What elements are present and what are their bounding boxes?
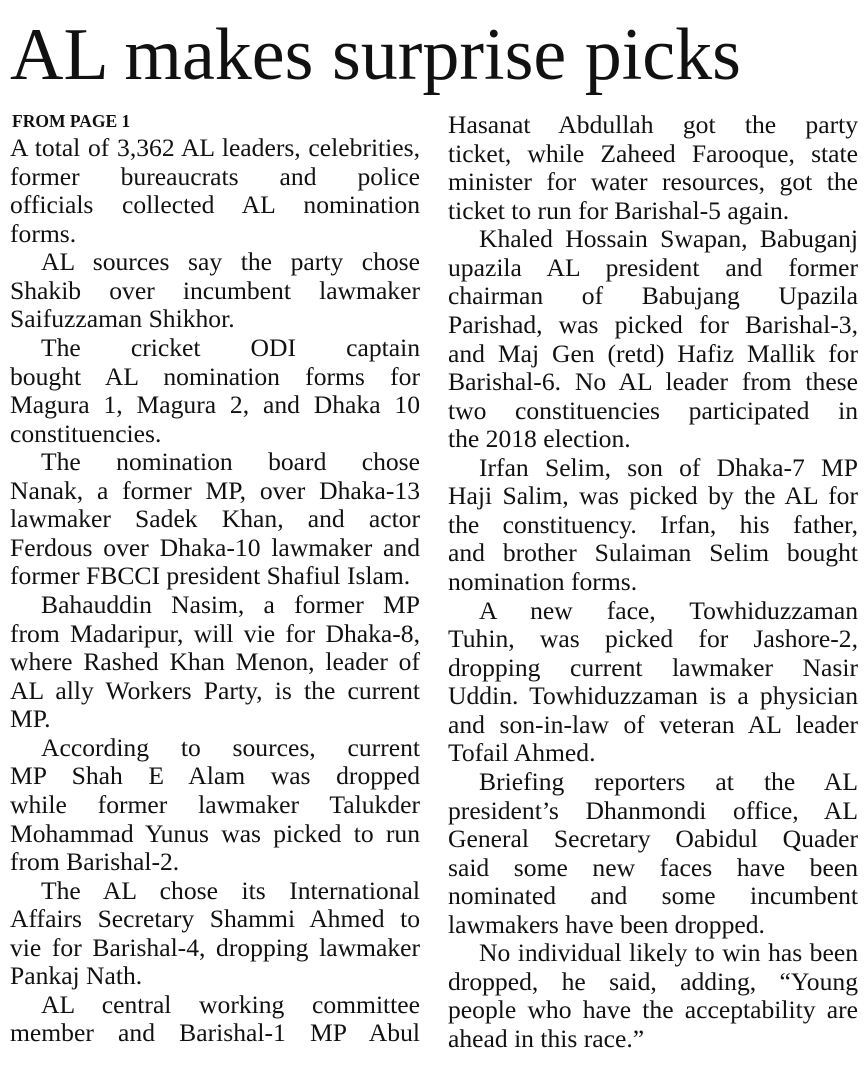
text-line: the constituency. Irfan, his father, [448,509,858,539]
text-line: forms. [10,218,77,248]
text-line: from Madaripur, will vie for Dhaka-8, [10,618,420,648]
text-line: the 2018 election. [448,424,631,454]
article-column-right [448,111,858,1054]
text-line: Bahauddin Nasim, a former MP [41,590,420,619]
text-line: dropped, he said, adding, “Young [448,966,858,996]
paragraph [448,597,858,768]
text-line: and brother Sulaiman Selim bought [448,538,858,568]
text-line: nominated and some incumbent [448,881,858,911]
text-line: AL central working committee [41,989,420,1019]
text-line: two constituencies participated in [448,395,858,425]
text-line: upazila AL president and former [448,252,858,282]
text-line: said some new faces have been [448,852,858,882]
text-line: from Barishal-2. [10,847,180,877]
paragraph [10,877,420,991]
paragraph [448,768,858,939]
text-line: Parishad, was picked for Barishal-3, [448,309,858,339]
text-line: The AL chose its International [41,875,420,905]
text-line: Khaled Hossain Swapan, Babuganj [479,224,858,254]
text-line: General Secretary Oabidul Quader [448,824,858,854]
article-column-left [10,134,420,1048]
paragraph [10,248,420,334]
text-line: Tuhin, was picked for Jashore-2, [448,624,858,654]
text-line: ticket to run for Barishal-5 again. [448,195,790,225]
text-line: MP. [10,704,51,734]
text-line: AL sources say the party chose [41,247,420,277]
paragraph [10,134,420,248]
paragraph [448,225,858,454]
text-line: lawmaker Sadek Khan, and actor [10,504,420,534]
text-line: Uddin. Towhiduzzaman is a physician [448,681,858,711]
text-line: Pankaj Nath. [10,961,143,991]
text-line: Mohammad Yunus was picked to run [10,818,420,848]
text-line: people who have the acceptability are [448,995,858,1025]
text-line: Haji Salim, was picked by the AL for [448,481,858,511]
text-line: where Rashed Khan Menon, leader of [10,647,420,677]
text-line: A new face, Towhiduzzaman [479,595,858,625]
text-line: president’s Dhanmondi office, AL [448,795,858,825]
text-line: chairman of Babujang Upazila [448,281,858,311]
text-line: minister for water resources, got the [448,167,858,197]
headline: AL makes surprise picks [10,14,741,96]
text-line: Ferdous over Dhaka-10 lawmaker and [10,532,420,562]
text-line: Magura 1, Magura 2, and Dhaka 10 [10,390,420,420]
paragraph [10,448,420,591]
text-line: According to sources, current [41,732,420,762]
text-line: Irfan Selim, son of Dhaka-7 MP [479,452,858,482]
text-line: The cricket ODI captain [41,332,420,362]
text-line: Briefing reporters at the AL [479,766,858,796]
text-line: while former lawmaker Talukder [10,789,420,819]
text-line: member and Barishal-1 MP Abul [10,1018,420,1048]
text-line: bought AL nomination forms for [10,361,420,391]
text-line: dropping current lawmaker Nasir [448,652,858,682]
text-line: Affairs Secretary Shammi Ahmed to [10,904,420,934]
text-line: ahead in this race.” [448,1024,645,1053]
text-line: and son-in-law of veteran AL leader [448,709,858,739]
paragraph [10,334,420,448]
paragraph [448,939,858,1053]
text-line: vie for Barishal-4, dropping lawmaker [10,932,420,962]
text-line: and Maj Gen (retd) Hafiz Mallik for [448,338,858,368]
text-line: nomination forms. [448,567,638,596]
text-line: former FBCCI president Shafiul Islam. [10,561,411,591]
paragraph [10,991,420,1048]
text-line: Shakib over incumbent lawmaker [10,275,420,305]
text-line: former bureaucrats and police [10,161,420,191]
text-line: Nanak, a former MP, over Dhaka-13 [10,475,420,505]
text-line: Saifuzzaman Shikhor. [10,304,235,334]
text-line: constituencies. [10,418,162,448]
paragraph [448,111,858,225]
text-line: The nomination board chose [41,447,420,477]
text-line: AL ally Workers Party, is the current [10,675,420,705]
text-line: MP Shah E Alam was dropped [10,761,420,791]
paragraph [10,591,420,734]
text-line: Barishal-6. No AL leader from these [448,367,858,397]
text-line: Hasanat Abdullah got the party [448,110,858,139]
text-line: A total of 3,362 AL leaders, celebrities, [10,133,420,162]
text-line: officials collected AL nomination [10,190,420,220]
paragraph [10,734,420,877]
text-line: ticket, while Zaheed Farooque, state [448,138,858,168]
text-line: lawmakers have been dropped. [448,909,765,939]
jump-label: FROM PAGE 1 [12,111,131,131]
paragraph [448,454,858,597]
text-line: Tofail Ahmed. [448,738,596,768]
text-line: No individual likely to win has been [479,938,858,968]
